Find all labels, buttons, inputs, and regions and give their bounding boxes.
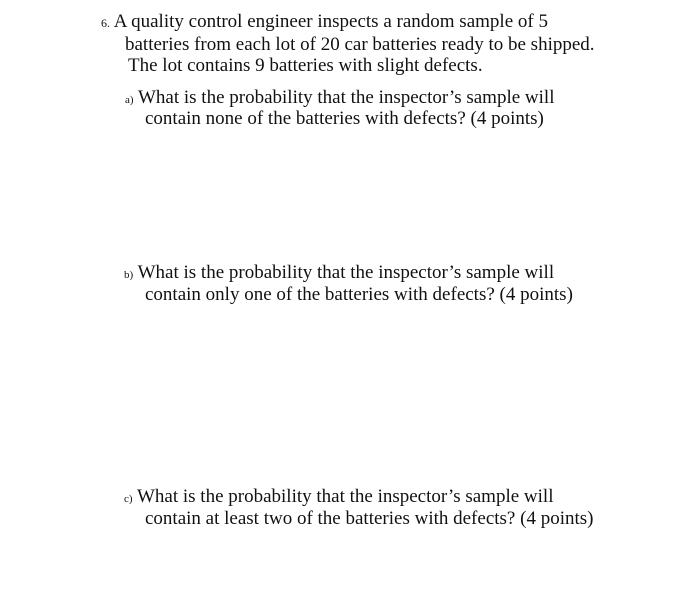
part-b-label: b)	[124, 269, 134, 281]
part-b-text-line-1: What is the probability that the inspector’s sample will	[137, 262, 555, 283]
question-line-2: batteries from each lot of 20 car batteries ready to be shipped.	[125, 34, 595, 55]
part-c-text-line-1: What is the probability that the inspector’s sample will	[136, 486, 554, 507]
part-c-line-2: contain at least two of the batteries with defects? (4 points)	[145, 508, 594, 529]
part-a-label: a)	[125, 94, 134, 106]
question-line-1	[101, 11, 548, 34]
part-c-label: c)	[124, 493, 133, 505]
question-text-line-1: A quality control engineer inspects a random sample of 5	[113, 11, 548, 32]
part-a-text-line-1: What is the probability that the inspector’s sample will	[137, 87, 555, 108]
question-line-3: The lot contains 9 batteries with slight defects.	[128, 55, 483, 76]
question-number: 6.	[101, 16, 110, 30]
part-c-line-1	[124, 486, 553, 510]
part-a-line-2: contain none of the batteries with defects? (4 points)	[145, 108, 544, 129]
part-b-line-1	[124, 262, 554, 286]
part-b-line-2: contain only one of the batteries with defects? (4 points)	[145, 284, 573, 305]
